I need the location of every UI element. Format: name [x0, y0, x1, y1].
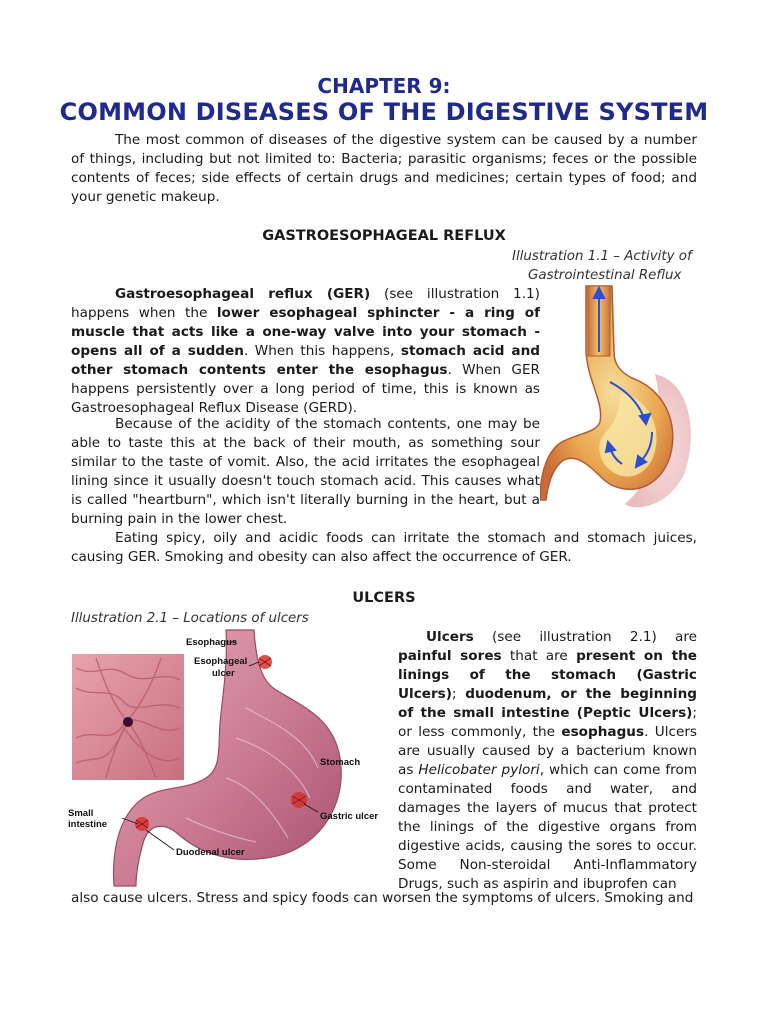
ulcers-p1-bold-esophagus: esophagus [561, 724, 645, 740]
ulcers-p1-text-c: ; [451, 686, 466, 702]
label-small-intestine-1: Small [68, 808, 94, 819]
label-small-intestine-2: intestine [68, 819, 108, 830]
ulcers-p1-text-f: , which can come from contaminated foods and water, and damages the layers of mucus that protect the linings of the digestive organs from digestive acids, causing the sores to occur. Some Non-steroidal Anti-Inflammatory Drugs, such as aspirin and ibuprofen can [398, 762, 698, 892]
ulcers-paragraph-1 [398, 628, 697, 894]
ger-p1-text-b: . When this happens, [243, 343, 401, 359]
label-esophagus: Esophagus [186, 637, 238, 648]
ulcers-paragraph-2: also cause ulcers. Stress and spicy foods can worsen the symptoms of ulcers. Smoking and [71, 890, 694, 906]
ulcers-p1-bold-sores: painful sores [398, 648, 502, 664]
ger-caption-line2: Gastrointestinal Reflux [528, 268, 682, 283]
ulcers-heading: ULCERS [352, 590, 416, 606]
ger-p1-text-c: . When GER happens persistently over a long period of time, this is known as Gastroesophageal Reflux Disease (GERD). [71, 362, 540, 416]
ulcers-caption: Illustration 2.1 – Locations of ulcers [71, 611, 309, 626]
ger-p1-bold-acid: stomach acid and other stomach contents enter the esophagus [71, 343, 540, 378]
ulcers-illustration [66, 628, 396, 888]
label-gastric-ulcer: Gastric ulcer [320, 811, 379, 822]
ulcers-p1-text-e: . Ulcers are usually caused by a bacterium known as [398, 724, 697, 778]
ger-heading: GASTROESOPHAGEAL REFLUX [262, 228, 506, 244]
label-duodenal-ulcer: Duodenal ulcer [176, 847, 245, 858]
ger-p1-text-a: (see illustration 1.1) happens when the [71, 286, 540, 321]
ger-term: Gastroesophageal reflux (GER) [115, 286, 371, 302]
ger-paragraph-3: Eating spicy, oily and acidic foods can irritate the stomach and stomach juices, causing GER. Smoking and obesity can also affect the occurrence of GER. [71, 530, 697, 565]
ulcers-term: Ulcers [426, 629, 474, 645]
ger-paragraph-1 [71, 285, 540, 418]
label-esophageal-ulcer-1: Esophageal [194, 656, 248, 667]
chapter-number: CHAPTER 9: [317, 74, 451, 98]
ulcers-p1-text-d: ; or less commonly, the [398, 705, 697, 740]
page-title: COMMON DISEASES OF THE DIGESTIVE SYSTEM [59, 98, 709, 126]
reflux-stomach-image [540, 282, 696, 514]
ulcers-p1-bacterium: Helicobater pylori [418, 762, 540, 778]
ger-p1-bold-sphincter: lower esophageal sphincter - a ring of muscle that acts like a one-way valve into your stomach - opens all of a sudden [71, 305, 541, 359]
ger-paragraph-2: Because of the acidity of the stomach contents, one may be able to taste this at the back of their mouth, as something sour similar to the taste of vomit. Also, the acid irritates the esophageal lining since it usually doesn't touch stomach acid. This causes what is called "heartburn", which isn't literally burning in the heart, but a burning pain in the lower chest. [71, 416, 540, 527]
ger-caption-line1: Illustration 1.1 – Activity of [512, 249, 692, 264]
ulcers-p1-bold-gastric: present on the linings of the stomach (Gastric Ulcers) [398, 648, 697, 702]
intro-paragraph: The most common of diseases of the digestive system can be caused by a number of things, including but not limited to: Bacteria; parasitic organisms; feces or the possible contents of feces; side effects of certain drugs and medicines; certain types of food; and your genetic makeup. [71, 132, 697, 205]
ulcers-p1-text-b: that are [501, 648, 577, 664]
reflux-illustration [540, 282, 696, 514]
label-stomach: Stomach [320, 757, 361, 768]
ulcers-stomach-image [66, 628, 396, 888]
label-esophageal-ulcer-2: ulcer [212, 668, 235, 679]
ulcers-p1-bold-duodenum: duodenum, or the beginning of the small intestine (Peptic Ulcers) [398, 686, 697, 721]
ulcers-p1-text-a: (see illustration 2.1) are [473, 629, 697, 645]
